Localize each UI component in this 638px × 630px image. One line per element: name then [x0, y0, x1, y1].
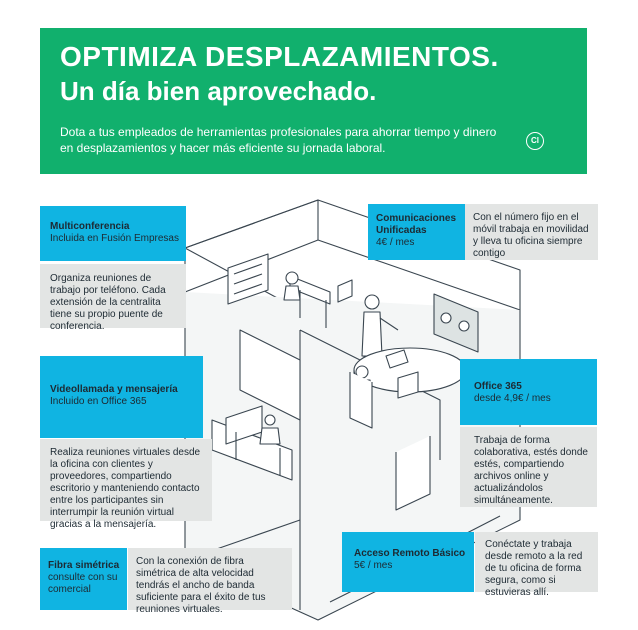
- office365-price: desde 4,9€ / mes: [474, 393, 551, 404]
- office365-header: [460, 359, 597, 425]
- acceso-description: Conéctate y trabaja desde remoto a la red de tu oficina de forma segura, como si estuvieras allí.: [485, 539, 583, 598]
- comunicaciones-panel: [465, 204, 598, 260]
- fibra-title: Fibra simétrica: [48, 560, 120, 571]
- videollamada-description: Realiza reuniones virtuales desde la oficina con clientes y proveedores, compartiendo escritorio y manteniendo contacto entre los participantes sin interrumpir la reunión virtual gracias a la mensajería.: [50, 447, 201, 530]
- office365-description: Trabaja de forma colaborativa, estés donde estés, compartiendo archivos online y actualizándolos simultáneamente.: [474, 435, 588, 506]
- multiconferencia-panel: [40, 264, 186, 332]
- fibra-description: Con la conexión de fibra simétrica de alta velocidad tendrás el ancho de banda suficiente para el éxito de tus reuniones virtuales.: [136, 556, 266, 615]
- page-subtitle: Un día bien aprovechado.: [60, 76, 377, 106]
- multiconferencia-price: Incluida en Fusión Empresas: [50, 233, 179, 244]
- fibra-header: [40, 548, 127, 610]
- comunicaciones-title: Comunicaciones Unificadas: [376, 213, 457, 236]
- office365-panel: [460, 427, 597, 507]
- acceso-price: 5€ / mes: [354, 560, 393, 571]
- comunicaciones-description: Con el número fijo en el móvil trabaja en movilidad y lleva tu oficina siempre contigo: [473, 212, 589, 259]
- badge-icon: Cl: [526, 132, 544, 150]
- videollamada-panel: [40, 439, 212, 530]
- multiconferencia-description: Organiza reuniones de trabajo por teléfono. Cada extensión de la centralita tiene su propio puente de conferencia.: [50, 273, 166, 332]
- multiconferencia-header: [40, 206, 186, 261]
- office365-title: Office 365: [474, 381, 522, 392]
- videollamada-header: [40, 356, 203, 438]
- videollamada-title: Videollamada y mensajería: [50, 384, 178, 395]
- videollamada-price: Incluido en Office 365: [50, 396, 147, 407]
- fibra-panel: [128, 548, 292, 615]
- comunicaciones-header: [368, 204, 465, 260]
- fibra-price: consulte con su comercial: [48, 572, 118, 595]
- multiconferencia-title: Multiconferencia: [50, 221, 130, 232]
- intro-text: Dota a tus empleados de herramientas profesionales para ahorrar tiempo y dinero en desplazamientos y hacer más eficiente su jornada laboral.: [60, 125, 497, 155]
- page-title: OPTIMIZA DESPLAZAMIENTOS.: [60, 41, 499, 72]
- comunicaciones-price: 4€ / mes: [376, 237, 415, 248]
- acceso-title: Acceso Remoto Básico: [354, 548, 466, 559]
- acceso-header: [342, 532, 474, 592]
- acceso-panel: [475, 532, 598, 598]
